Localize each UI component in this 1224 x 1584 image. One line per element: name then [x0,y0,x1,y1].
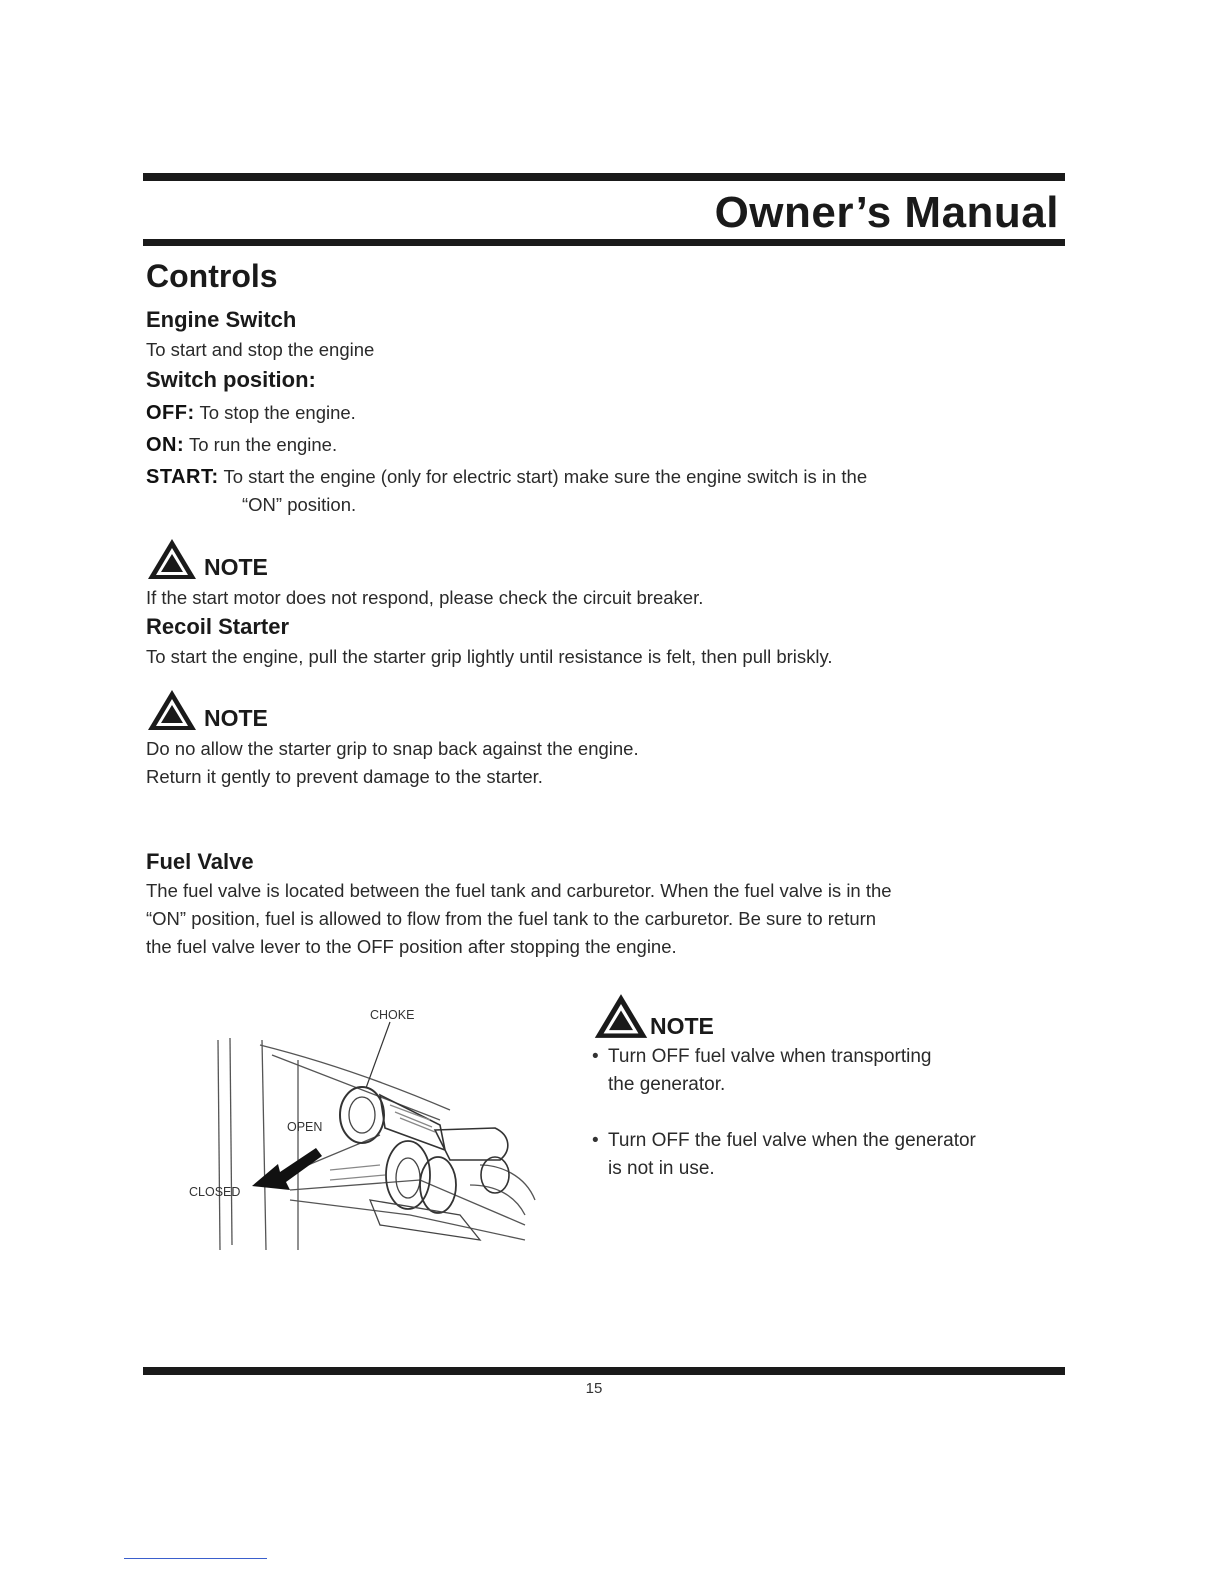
switch-term-off: OFF: [146,402,195,424]
note-3-bullets [586,1043,976,1183]
note-1-header [146,537,268,581]
page-title: Owner’s Manual [714,188,1059,237]
fuel-valve-text-line-3: the fuel valve lever to the OFF position after stopping the engine. [146,936,677,957]
warning-triangle-icon [592,992,650,1040]
switch-text-start-continuation: “ON” position. [242,494,357,515]
note-2-text-line-1: Do no allow the starter grip to snap back against the engine. [146,738,639,759]
note-3-label: NOTE [650,1013,714,1039]
note-1-label: NOTE [204,554,268,580]
note-3-header [592,992,714,1040]
note-2-text-line-2: Return it gently to prevent damage to the starter. [146,766,543,787]
switch-position-off [146,399,356,427]
note-1-text: If the start motor does not respond, please check the circuit breaker. [146,587,704,608]
page-number: 15 [585,1380,603,1397]
choke-label: CHOKE [370,1008,415,1022]
header-rule-bottom [143,239,1065,246]
header-rule-top [143,173,1065,181]
bottom-link-underline [124,1558,267,1559]
recoil-starter-text: To start the engine, pull the starter grip lightly until resistance is felt, then pull briskly. [146,646,833,667]
switch-position-heading: Switch position: [146,367,316,392]
recoil-starter-heading: Recoil Starter [146,614,290,639]
switch-position-start [146,463,867,491]
switch-term-start: START: [146,466,219,488]
fuel-valve-text-line-1: The fuel valve is located between the fuel tank and carburetor. When the fuel valve is in the [146,880,892,901]
closed-label: CLOSED [189,1185,241,1199]
note-3-bullet-2-line-1: Turn OFF the fuel valve when the generator [608,1130,976,1151]
switch-text-start: To start the engine (only for electric start) make sure the engine switch is in the [223,466,868,487]
note-3-bullet-2-line-2: is not in use. [608,1158,715,1179]
fuel-valve-text-line-2: “ON” position, fuel is allowed to flow from the fuel tank to the carburetor. Be sure to return [146,908,877,929]
section-title: Controls [146,258,278,294]
engine-switch-heading: Engine Switch [146,307,297,332]
open-label: OPEN [287,1120,323,1134]
note-3-bullet-1-line-2: the generator. [608,1074,726,1095]
note-3-bullet-2 [586,1127,976,1183]
switch-text-on: To run the engine. [188,434,338,455]
note-3-bullet-1 [586,1043,976,1099]
note-2-label: NOTE [204,705,268,731]
note-2-header [146,688,268,732]
footer-rule [143,1367,1065,1375]
warning-triangle-icon [146,688,198,732]
switch-position-on [146,431,337,459]
engine-switch-description: To start and stop the engine [146,339,375,360]
note-3-bullet-1-line-1: Turn OFF fuel valve when transporting [608,1046,932,1067]
warning-triangle-icon [146,537,198,581]
fuel-valve-heading: Fuel Valve [146,849,254,874]
switch-text-off: To stop the engine. [199,402,356,423]
switch-term-on: ON: [146,434,185,456]
fuel-valve-illustration [180,1000,550,1260]
